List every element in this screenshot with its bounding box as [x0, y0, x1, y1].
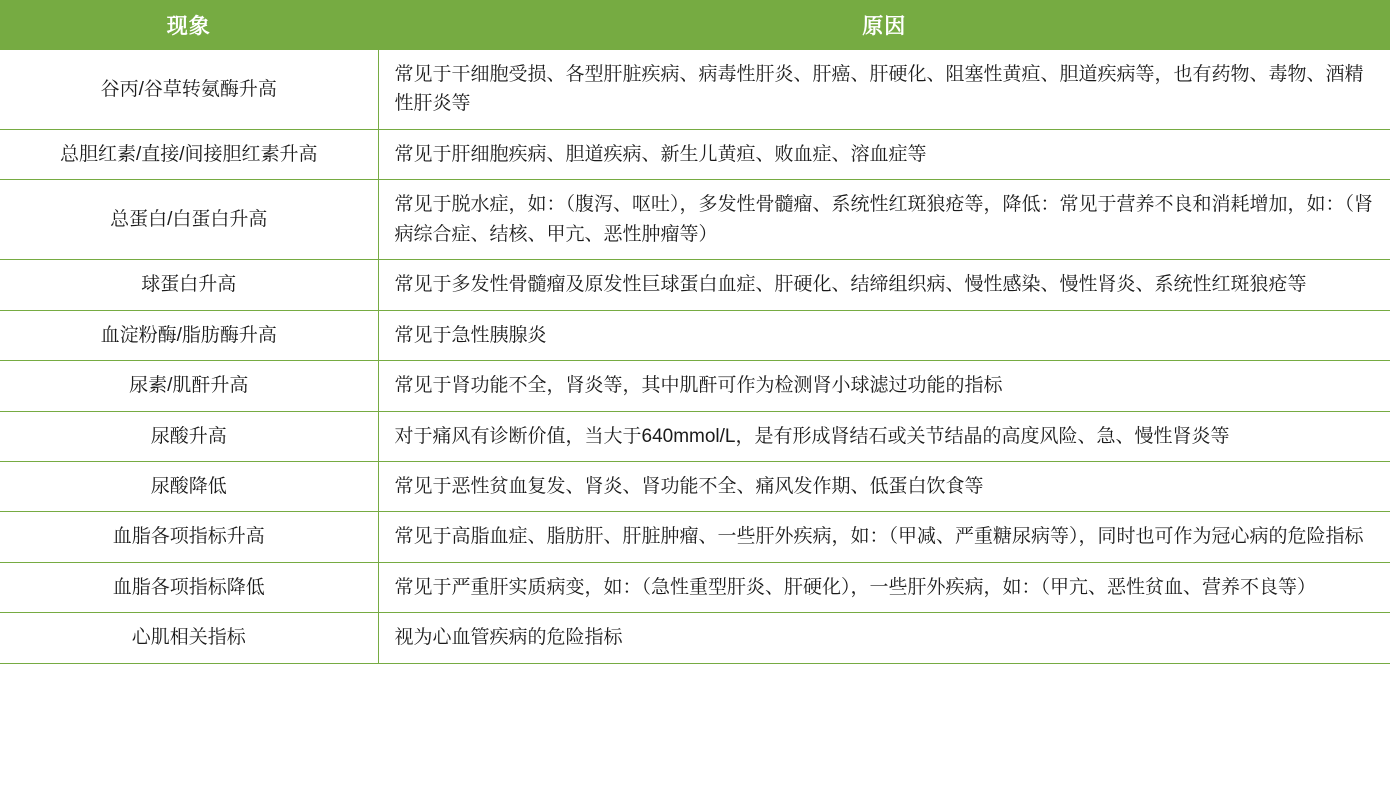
table-header-row — [0, 0, 1390, 50]
table-row — [0, 129, 1390, 179]
cell-cause: 常见于脱水症，如：（腹泻、呕吐），多发性骨髓瘤、系统性红斑狼疮等，降低：常见于营养不良和消耗增加，如：（肾病综合症、结核、甲亢、恶性肿瘤等） — [378, 180, 1390, 260]
table-row — [0, 310, 1390, 360]
table-row — [0, 562, 1390, 612]
table-row — [0, 260, 1390, 310]
cell-cause: 常见于多发性骨髓瘤及原发性巨球蛋白血症、肝硬化、结缔组织病、慢性感染、慢性肾炎、系统性红斑狼疮等 — [378, 260, 1390, 310]
cell-cause: 常见于急性胰腺炎 — [378, 310, 1390, 360]
table-row — [0, 461, 1390, 511]
cell-cause: 常见于肝细胞疾病、胆道疾病、新生儿黄疸、败血症、溶血症等 — [378, 129, 1390, 179]
cell-cause: 常见于恶性贫血复发、肾炎、肾功能不全、痛风发作期、低蛋白饮食等 — [378, 461, 1390, 511]
cell-phenomenon: 谷丙/谷草转氨酶升高 — [0, 50, 378, 129]
cell-cause: 常见于肾功能不全，肾炎等，其中肌酐可作为检测肾小球滤过功能的指标 — [378, 361, 1390, 411]
cell-cause: 常见于高脂血症、脂肪肝、肝脏肿瘤、一些肝外疾病，如：（甲减、严重糖尿病等），同时也可作为冠心病的危险指标 — [378, 512, 1390, 562]
cell-cause: 视为心血管疾病的危险指标 — [378, 613, 1390, 663]
cell-phenomenon: 心肌相关指标 — [0, 613, 378, 663]
cell-phenomenon: 尿酸降低 — [0, 461, 378, 511]
cell-phenomenon: 尿素/肌酐升高 — [0, 361, 378, 411]
table-header — [0, 0, 1390, 50]
cell-phenomenon: 血脂各项指标升高 — [0, 512, 378, 562]
cell-cause: 对于痛风有诊断价值，当大于640mmol/L，是有形成肾结石或关节结晶的高度风险、急、慢性肾炎等 — [378, 411, 1390, 461]
cell-cause: 常见于严重肝实质病变，如：（急性重型肝炎、肝硬化），一些肝外疾病，如：（甲亢、恶性贫血、营养不良等） — [378, 562, 1390, 612]
column-header-cause: 原因 — [378, 0, 1390, 50]
cell-phenomenon: 血脂各项指标降低 — [0, 562, 378, 612]
cell-cause: 常见于干细胞受损、各型肝脏疾病、病毒性肝炎、肝癌、肝硬化、阻塞性黄疸、胆道疾病等，也有药物、毒物、酒精性肝炎等 — [378, 50, 1390, 129]
cell-phenomenon: 总胆红素/直接/间接胆红素升高 — [0, 129, 378, 179]
cell-phenomenon: 总蛋白/白蛋白升高 — [0, 180, 378, 260]
table-row — [0, 180, 1390, 260]
cell-phenomenon: 血淀粉酶/脂肪酶升高 — [0, 310, 378, 360]
table-row — [0, 512, 1390, 562]
cell-phenomenon: 球蛋白升高 — [0, 260, 378, 310]
table-body — [0, 50, 1390, 663]
column-header-phenomenon: 现象 — [0, 0, 378, 50]
table-row — [0, 613, 1390, 663]
cell-phenomenon: 尿酸升高 — [0, 411, 378, 461]
table-row — [0, 411, 1390, 461]
table-row — [0, 361, 1390, 411]
table-row — [0, 50, 1390, 129]
